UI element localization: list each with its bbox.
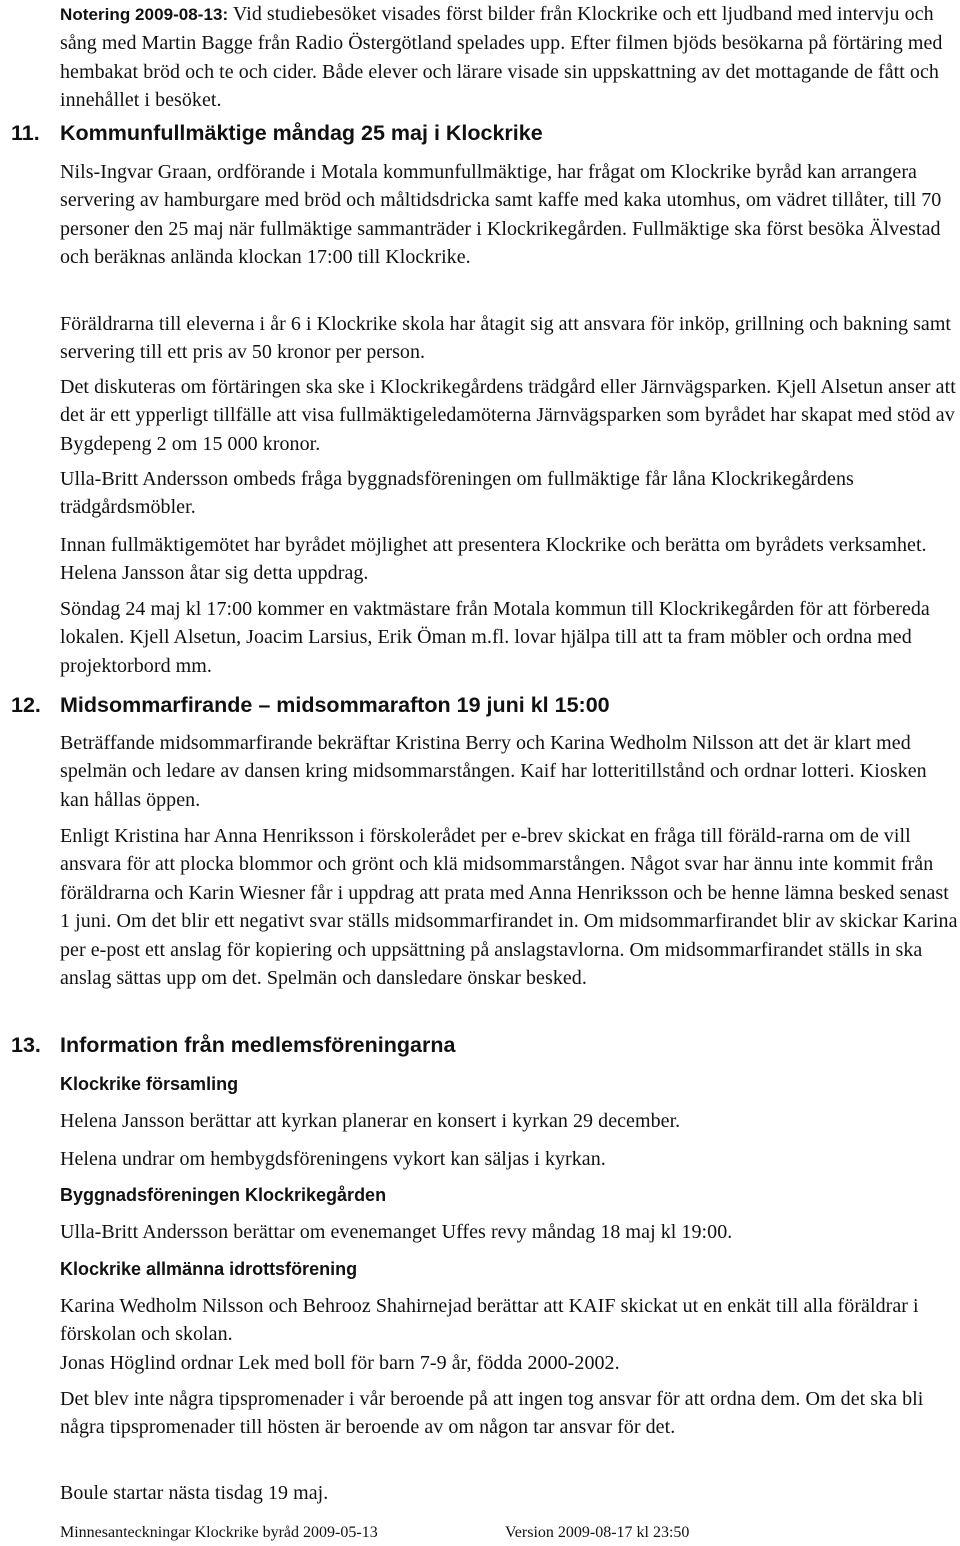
note-text: Vid studiebesöket visades först bilder från Klockrike och ett ljudband med intervju och sång med Martin Bagge från Radio Östergötland spelades upp. Efter filmen bjöds besökarna på förtäring med hembakat bröd och te och cider. Både elever och lärare visade sin uppskattning av det mottagande de fått och innehållet i besöket.: [60, 3, 943, 112]
subsection-1-paragraph-2: Helena undrar om hembygdsföreningens vykort kan säljas i kyrkan.: [60, 1148, 606, 1170]
subsection-2-paragraph-1: Ulla-Britt Andersson berättar om evenemanget Uffes revy måndag 18 maj kl 19:00.: [60, 1221, 733, 1243]
subsection-3-paragraph-1: Karina Wedholm Nilsson och Behrooz Shahirnejad berättar att KAIF skickat ut en enkät till alla föräldrar i förskolan och skolan.: [60, 1295, 919, 1346]
section-title: Information från medlemsföreningarna: [60, 1033, 456, 1057]
section-13-heading: [11, 1031, 455, 1059]
note-paragraph: [60, 0, 960, 115]
section-11-paragraph-4: Ulla-Britt Andersson ombeds fråga byggnadsföreningen om fullmäktige får låna Klockrikegårdens trädgårdsmöbler.: [60, 468, 854, 519]
note-label: Notering 2009-08-13:: [60, 5, 229, 24]
section-title: Midsommarfirande – midsommarafton 19 juni kl 15:00: [60, 693, 610, 717]
section-12-heading: [11, 691, 610, 719]
section-12-paragraph-2: Enligt Kristina har Anna Henriksson i förskolerådet per e-brev skickat en fråga till föräld-rarna om de vill ansvara för att plocka blommor och grönt och klä midsommarstången. Något svar har ännu inte kommit från föräldrarna och Karin Wiesner får i uppdrag att prata med Anna Henriksson och be henne lämna besked senast 1 juni. Om det blir ett negativt svar ställs midsommarfirandet in. Om midsommarfirandet blir av skickar Karina per e-post ett anslag för kopiering och uppsättning på anslagstavlorna. Om midsommarfirandet ställs in ska anslag sättas upp om det. Spelmän och dansledare önskar besked.: [60, 825, 958, 990]
subsection-3-paragraph-4: Boule startar nästa tisdag 19 maj.: [60, 1482, 329, 1504]
subsection-3-paragraph-3: Det blev inte några tipspromenader i vår beroende på att ingen tog ansvar för att ordna dem. Om det ska bli några tipspromenader till hösten är beroende av om någon tar ansvar för det.: [60, 1388, 924, 1439]
subsection-3-paragraph-2: Jonas Höglind ordnar Lek med boll för barn 7-9 år, födda 2000-2002.: [60, 1352, 620, 1374]
subsection-heading-idrottsforening: Klockrike allmänna idrottsförening: [60, 1259, 358, 1279]
section-11-heading: [11, 119, 543, 147]
section-12-paragraph-1: Beträffande midsommarfirande bekräftar Kristina Berry och Karina Wedholm Nilsson att det är klart med spelmän och ledare av dansen kring midsommarstången. Kaif har lotteritillstånd och ordnar lotteri. Kiosken kan hållas öppen.: [60, 732, 927, 811]
footer-title: Minnesanteckningar Klockrike byråd 2009-05-13: [60, 1524, 378, 1541]
section-number: 13.: [11, 1033, 41, 1057]
section-11-paragraph-3: Det diskuteras om förtäringen ska ske i Klockrikegårdens trädgård eller Järnvägsparken. Kjell Alsetun anser att det är ett ypperligt tillfälle att visa fullmäktigeledamöterna Järnvägsparken som byrådet har skapat med stöd av Bygdepeng 2 om 15 000 kronor.: [60, 376, 956, 455]
footer-version: Version 2009-08-17 kl 23:50: [505, 1524, 690, 1541]
section-number: 11.: [11, 121, 40, 145]
subsection-heading-klockrike-forsamling: Klockrike församling: [60, 1074, 239, 1094]
subsection-1-paragraph-1: Helena Jansson berättar att kyrkan planerar en konsert i kyrkan 29 december.: [60, 1110, 681, 1132]
section-11-paragraph-2: Föräldrarna till eleverna i år 6 i Klockrike skola har åtagit sig att ansvara för inköp, grillning och bakning samt servering till ett pris av 50 kronor per person.: [60, 313, 952, 364]
section-title: Kommunfullmäktige måndag 25 maj i Klockrike: [60, 121, 543, 145]
section-11-paragraph-5: Innan fullmäktigemötet har byrådet möjlighet att presentera Klockrike och berätta om byrådets verksamhet. Helena Jansson åtar sig detta uppdrag.: [60, 534, 927, 585]
section-11-paragraph-6: Söndag 24 maj kl 17:00 kommer en vaktmästare från Motala kommun till Klockrikegården för att förbereda lokalen. Kjell Alsetun, Joacim Larsius, Erik Öman m.fl. lovar hjälpa till att ta fram möbler och ordna med projektorbord mm.: [60, 598, 930, 677]
section-number: 12.: [11, 693, 41, 717]
subsection-heading-byggnadsforeningen: Byggnadsföreningen Klockrikegården: [60, 1185, 387, 1205]
section-11-paragraph-1: Nils-Ingvar Graan, ordförande i Motala kommunfullmäktige, har frågat om Klockrike byråd kan arrangera servering av hamburgare med bröd och måltidsdricka samt kaffe med kaka utomhus, om vädret tillåter, till 70 personer den 25 maj när fullmäktige sammanträder i Klockrikegården. Fullmäktige ska först besöka Älvestad och beräknas anlända klockan 17:00 till Klockrike.: [60, 161, 942, 269]
